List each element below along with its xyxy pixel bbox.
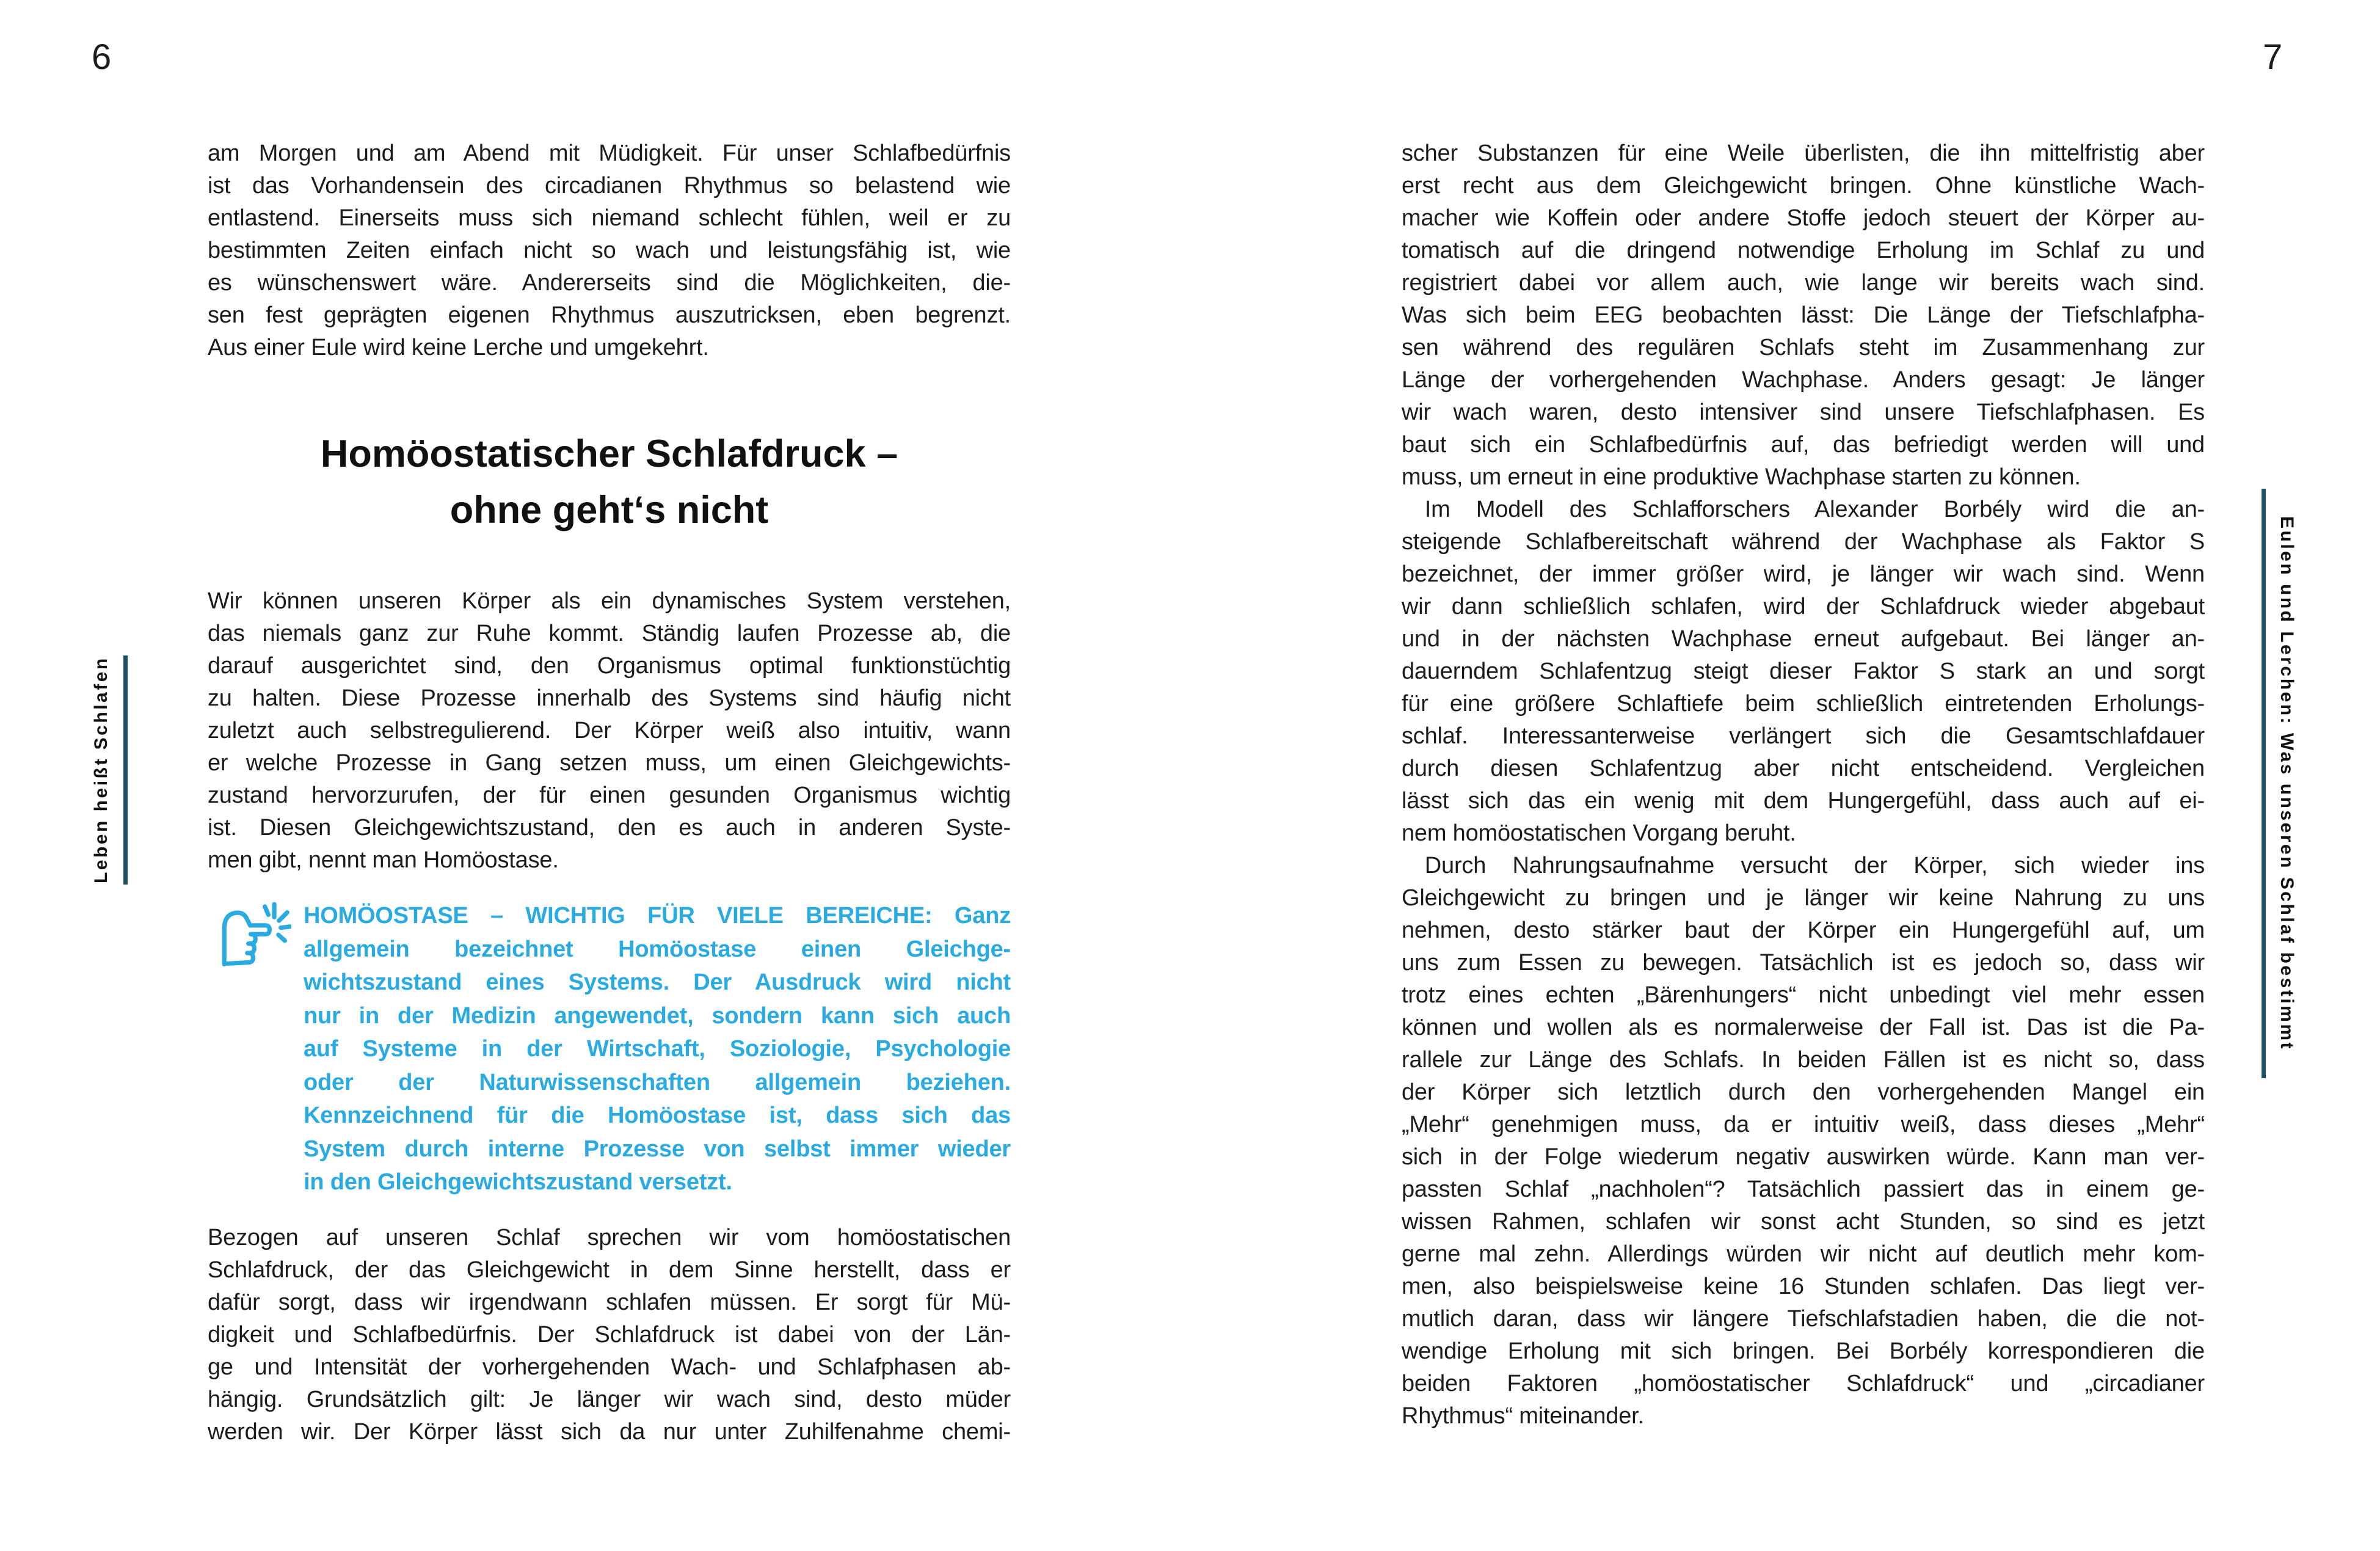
paragraph: Im Modell des Schlafforschers Alexander Borbély wird die an- steigende Schlafbereitschaft während der Wachphase als Faktor S bezeichnet, der immer größer wird, je länger wir wach sind. Wenn wir dann schließlich schlafen, wird der Schlafdruck wieder abgebaut und in der nächsten Wachphase erneut aufgebaut. Bei länger an- dauerndem Schlafentzug steigt dieser Faktor S stark an und sorgt für eine größere Schlaftiefe beim schließlich eintretenden Erholungs- schlaf. Interessanterweise verlängert sich die Gesamtschlafdauer durch diesen Schlafentzug aber nicht entscheidend. Vergleichen lässt sich das ein wenig mit dem Hungergefühl, dass auch auf ei- nem homöostatischen Vorgang beruht. (1402, 497, 2205, 846)
paragraph: Wir können unseren Körper als ein dynamisches System verstehen, das niemals ganz zur Ruhe kommt. Ständig laufen Prozesse ab, die darauf ausgerichtet sind, den Organismus optimal funktionstüchtig zu halten. Diese Prozesse innerhalb des Systems sind häufig nicht zuletzt auch selbstregulierend. Der Körper weiß also intuitiv, wann er welche Prozesse in Gang setzen muss, um einen Gleichgewichts- zustand hervorzurufen, der für einen gesunden Organismus wichtig ist. Diesen Gleichgewichtszustand, den es auch in anderen Syste- men gibt, nennt man Homöostase. (208, 588, 1011, 873)
chapter-label-right: Eulen und Lerchen: Was unseren Schlaf bestimmt (2277, 516, 2297, 1051)
infobox-text: HOMÖOSTASE – WICHTIG FÜR VIELE BEREICHE: Ganz allgemein bezeichnet Homöostase einen Gleichge- wichtszustand eines Systems. Der Ausdruck wird nicht nur in der Medizin angewendet, sondern kann sich auch auf Systeme in der Wirtschaft, Soziologie, Psychologie oder der Naturwissenschaften allgemein beziehen. Kennzeichnend für die Homöostase ist, dass sich das System durch interne Prozesse von selbst immer wieder in den Gleichgewichtszustand versetzt. (304, 903, 1011, 1195)
chapter-label-left: Leben heißt Schlafen (91, 656, 111, 884)
body-column-right (1402, 137, 2205, 1432)
paragraph: am Morgen und am Abend mit Müdigkeit. Für unser Schlafbedürfnis ist das Vorhandensein des circadianen Rhythmus so belastend wie entlastend. Einerseits muss sich niemand schlecht fühlen, weil er zu bestimmten Zeiten einfach nicht so wach und leistungsfähig ist, wie es wünschenswert wäre. Andererseits sind die Möglichkeiten, die- sen fest geprägten eigenen Rhythmus auszutricksen, eben begrenzt. Aus einer Eule wird keine Lerche und umgekehrt. (208, 141, 1011, 360)
paragraph: scher Substanzen für eine Weile überlisten, die ihn mittelfristig aber erst recht aus dem Gleichgewicht bringen. Ohne künstliche Wach- macher wie Koffein oder andere Stoffe jedoch steuert der Körper au- tomatisch auf die dringend notwendige Erholung im Schlaf zu und registriert dabei vor allem auch, wie lange wir bereits wach sind. Was sich beim EEG beobachten lässt: Die Länge der Tiefschlafpha- sen während des regulären Schlafs steht im Zusammenhang zur Länge der vorhergehenden Wachphase. Anders gesagt: Je länger wir wach waren, desto intensiver sind unsere Tiefschlafphasen. Es baut sich ein Schlafbedürfnis auf, das befriedigt werden will und muss, um erneut in eine produktive Wachphase starten zu können. (1402, 141, 2205, 490)
page-number-right: 7 (2263, 37, 2283, 77)
chapter-rule-left (123, 655, 128, 885)
paragraph: Durch Nahrungsaufnahme versucht der Körper, sich wieder ins Gleichgewicht zu bringen und je länger wir keine Nahrung zu uns nehmen, desto stärker baut der Körper ein Hungergefühl auf, um uns zum Essen zu bewegen. Tatsächlich ist es jedoch so, dass wir trotz eines echten „Bärenhungers“ nicht unbedingt viel mehr essen können und wollen als es normalerweise der Fall ist. Das ist die Pa- rallele zur Länge des Schlafs. In beiden Fällen ist es nicht so, dass der Körper sich letztlich durch den vorhergehenden Mangel ein „Mehr“ genehmigen muss, da er intuitiv weiß, dass dieses „Mehr“ sich in der Folge wiederum negativ auswirken würde. Kann man ver- passten Schlaf „nachholen“? Tatsächlich passiert das in einem ge- wissen Rahmen, schlafen wir sonst acht Stunden, so sind es jetzt gerne mal zehn. Allerdings würden wir nicht auf deutlich mehr kom- men, also beispielsweise keine 16 Stunden schlafen. Das liegt ver- mutlich daran, dass wir längere Tiefschlafstadien haben, die die not- wendige Erholung mit sich bringen. Bei Borbély korrespondieren die beiden Faktoren „homöostatischer Schlafdruck“ und „circadianer Rhythmus“ miteinander. (1402, 853, 2205, 1429)
pointing-hand-click-icon (212, 893, 291, 985)
paragraph: Bezogen auf unseren Schlaf sprechen wir vom homöostatischen Schlafdruck, der das Gleichgewicht in dem Sinne herstellt, dass er dafür sorgt, dass wir irgendwann schlafen müssen. Er sorgt für Mü- digkeit und Schlafbedürfnis. Der Schlafdruck ist dabei von der Län- ge und Intensität der vorhergehenden Wach- und Schlafphasen ab- hängig. Grundsätzlich gilt: Je länger wir wach sind, desto müder werden wir. Der Körper lässt sich da nur unter Zuhilfenahme chemi- (208, 1225, 1011, 1445)
chapter-rule-right (2262, 489, 2266, 1078)
section-heading: Homöostatischer Schlafdruck – ohne geht‘s nicht (320, 432, 898, 531)
page-number-left: 6 (92, 37, 112, 77)
